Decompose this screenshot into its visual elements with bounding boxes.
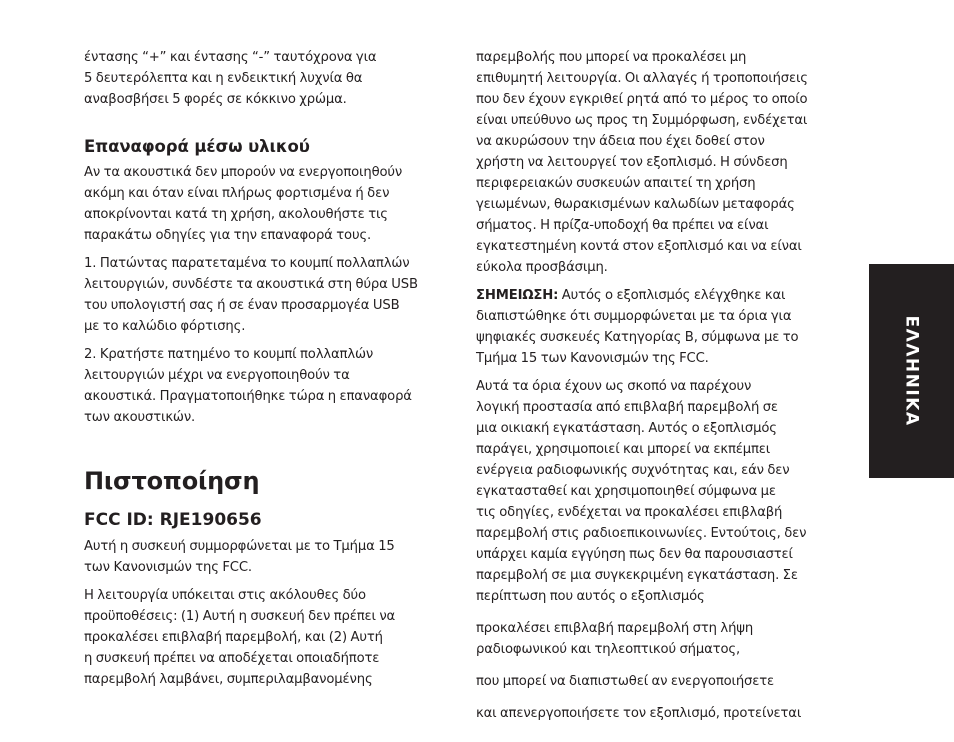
text-line: περιφερειακών συσκευών απαιτεί τη χρήση bbox=[476, 176, 756, 191]
language-tab-label: ΕΛΛΗΝΙΚΑ bbox=[901, 315, 922, 427]
fcc-continuation-paragraph bbox=[476, 47, 844, 278]
text-line: να ακυρώσουν την άδεια που έχει δοθεί στον bbox=[476, 134, 765, 149]
text-line: 1. Πατώντας παρατεταμένα το κουμπί πολλαπλών bbox=[84, 256, 410, 271]
text-line: παρακάτω οδηγίες για την επαναφορά τους. bbox=[84, 228, 372, 243]
text-line: Αν τα ακουστικά δεν μπορούν να ενεργοποιηθούν bbox=[84, 165, 403, 180]
text-line: τις οδηγίες, ενδέχεται να προκαλέσει επιβλαβή bbox=[476, 505, 783, 520]
text-line: παρεμβολή σε μια συγκεκριμένη εγκατάσταση. Σε bbox=[476, 568, 798, 583]
switch-paragraph bbox=[476, 703, 844, 724]
limits-paragraph bbox=[476, 376, 844, 607]
hardware-reset-heading: Επαναφορά μέσω υλικού bbox=[84, 137, 310, 156]
text-line: ραδιοφωνικού και τηλεοπτικού σήματος, bbox=[476, 642, 741, 657]
text-line: λειτουργιών μέχρι να ενεργοποιηθούν τα bbox=[84, 368, 350, 383]
text-line: παρεμβολή λαμβάνει, συμπεριλαμβανομένης bbox=[84, 672, 373, 687]
note-paragraph bbox=[476, 285, 844, 369]
right-column bbox=[476, 47, 844, 731]
language-side-tab bbox=[869, 264, 954, 478]
text-line: ενέργεια ραδιοφωνικής συχνότητας και, εάν δεν bbox=[476, 463, 790, 478]
text-line: υπάρχει καμία εγγύηση πως δεν θα παρουσιαστεί bbox=[476, 547, 793, 562]
text-line: 2. Κρατήστε πατημένο το κουμπί πολλαπλών bbox=[84, 347, 374, 362]
text-line: Η λειτουργία υπόκειται στις ακόλουθες δύο bbox=[84, 588, 366, 603]
certification-heading: Πιστοποίηση bbox=[84, 467, 260, 495]
intro-paragraph bbox=[84, 47, 446, 110]
text-line: προϋποθέσεις: (1) Αυτή η συσκευή δεν πρέπει να bbox=[84, 609, 396, 624]
text-line: λογική προστασία από επιβλαβή παρεμβολή σε bbox=[476, 400, 778, 415]
text-line: και απενεργοποιήσετε τον εξοπλισμό, προτείνεται bbox=[476, 706, 802, 721]
note-text: Αυτός ο εξοπλισμός ελέγχθηκε και bbox=[558, 288, 786, 303]
hardware-reset-paragraph bbox=[84, 162, 446, 246]
note-label: ΣΗΜΕΙΩΣΗ: bbox=[476, 288, 559, 303]
fcc-conditions-paragraph bbox=[84, 585, 446, 690]
text-line bbox=[476, 285, 844, 306]
text-line: παρεμβολής που μπορεί να προκαλέσει μη bbox=[476, 50, 747, 65]
text-line: επιθυμητή λειτουργία. Οι αλλαγές ή τροποποιήσεις bbox=[476, 71, 808, 86]
text-line: ακόμη και όταν είναι πλήρως φορτισμένα ή δεν bbox=[84, 186, 390, 201]
text-line: εγκατασταθεί και χρησιμοποιηθεί σύμφωνα με bbox=[476, 484, 776, 499]
text-line: η συσκευή πρέπει να αποδέχεται οποιαδήποτε bbox=[84, 651, 380, 666]
text-line: προκαλέσει επιβλαβή παρεμβολή, και (2) Αυτή bbox=[84, 630, 383, 645]
text-line: παράγει, χρησιμοποιεί και μπορεί να εκπέμπει bbox=[476, 442, 771, 457]
text-line: είναι υπεύθυνο ως προς τη Συμμόρφωση, ενδέχεται bbox=[476, 113, 808, 128]
text-line: λειτουργιών, συνδέστε τα ακουστικά στη θύρα USB bbox=[84, 277, 418, 292]
text-line: παρεμβολή στις ραδιοεπικοινωνίες. Εντούτοις, δεν bbox=[476, 526, 807, 541]
text-line: μια οικιακή εγκατάσταση. Αυτός ο εξοπλισμός bbox=[476, 421, 777, 436]
text-line: ψηφιακές συσκευές Κατηγορίας B, σύμφωνα με το bbox=[476, 330, 799, 345]
text-line: χρήστη να λειτουργεί τον εξοπλισμό. Η σύνδεση bbox=[476, 155, 788, 170]
text-line: αποκρίνονται κατά τη χρήση, ακολουθήστε τις bbox=[84, 207, 388, 222]
fcc-compliance-paragraph bbox=[84, 536, 446, 578]
text-line: σήματος. Η πρίζα-υποδοχή θα πρέπει να είναι bbox=[476, 218, 769, 233]
text-line: του υπολογιστή σας ή σε έναν προσαρμογέα USB bbox=[84, 298, 400, 313]
reset-step-1 bbox=[84, 253, 446, 337]
text-line: Τμήμα 15 των Κανονισμών της FCC. bbox=[476, 351, 709, 366]
reset-step-2 bbox=[84, 344, 446, 428]
text-line: προκαλέσει επιβλαβή παρεμβολή στη λήψη bbox=[476, 621, 754, 636]
text-line: εγκατεστημένη κοντά στον εξοπλισμό και να είναι bbox=[476, 239, 802, 254]
text-line: περίπτωση που αυτός ο εξοπλισμός bbox=[476, 589, 705, 604]
text-line: γειωμένων, θωρακισμένων καλωδίων μεταφοράς bbox=[476, 197, 795, 212]
text-line: έντασης “+” και έντασης “-” ταυτόχρονα για bbox=[84, 50, 377, 65]
text-line: με το καλώδιο φόρτισης. bbox=[84, 319, 246, 334]
text-line: εύκολα προσβάσιμη. bbox=[476, 260, 608, 275]
text-line: Αυτή η συσκευή συμμορφώνεται με το Τμήμα 15 bbox=[84, 539, 395, 554]
text-line: 5 δευτερόλεπτα και η ενδεικτική λυχνία θα bbox=[84, 71, 363, 86]
text-line: των ακουστικών. bbox=[84, 410, 196, 425]
text-line: των Κανονισμών της FCC. bbox=[84, 560, 252, 575]
text-line: αναβοσβήσει 5 φορές σε κόκκινο χρώμα. bbox=[84, 92, 347, 107]
left-column bbox=[84, 47, 446, 697]
fcc-id-heading: FCC ID: RJE190656 bbox=[84, 510, 262, 530]
determine-paragraph bbox=[476, 671, 844, 692]
text-line: που μπορεί να διαπιστωθεί αν ενεργοποιήσετε bbox=[476, 674, 775, 689]
text-line: Αυτά τα όρια έχουν ως σκοπό να παρέχουν bbox=[476, 379, 752, 394]
text-line: διαπιστώθηκε ότι συμμορφώνεται με τα όρια για bbox=[476, 309, 792, 324]
text-line: ακουστικά. Πραγματοποιήθηκε τώρα η επαναφορά bbox=[84, 389, 412, 404]
text-line: που δεν έχουν εγκριθεί ρητά από το μέρος το οποίο bbox=[476, 92, 808, 107]
interference-paragraph bbox=[476, 618, 844, 660]
